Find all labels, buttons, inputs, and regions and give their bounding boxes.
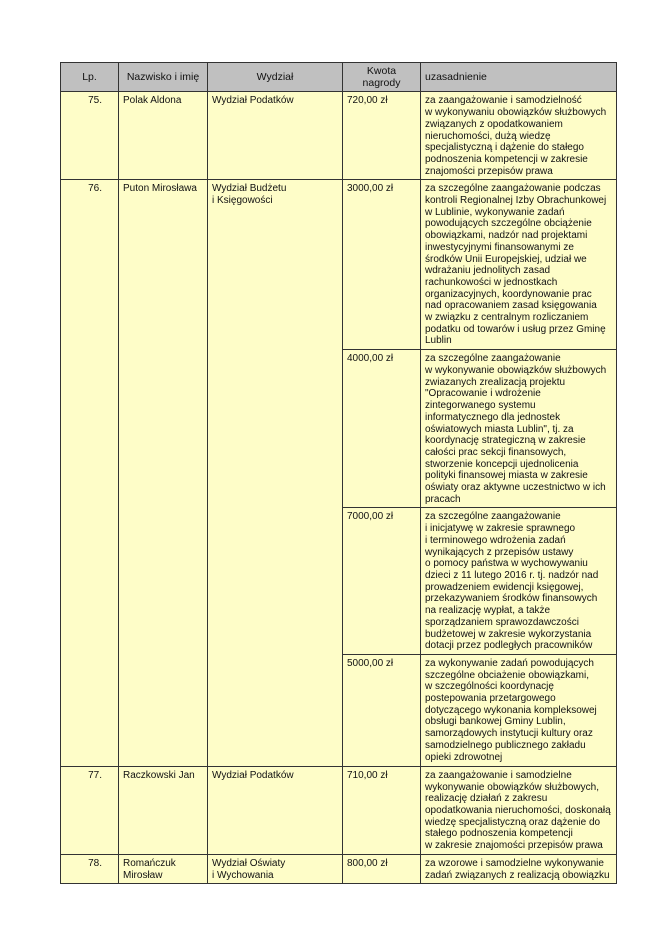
reason-cell: za wykonywanie zadań powodujących szczególne obciażenie obowiązkami, w szczególności koordynację postepowania przetargowego dotyczącego wykonania kompleksowej obsługi bankowej Gminy Lublin, samorządowych instytucji kultury oraz samodzielnego publicznego zakładu opieki zdrowotnej xyxy=(421,654,617,766)
amount-cell: 7000,00 zł xyxy=(343,508,421,654)
name-cell: Puton Mirosława xyxy=(119,180,208,767)
header-reason: uzasadnienie xyxy=(421,63,617,92)
reason-cell: za zaangażowanie i samodzielność w wykonywaniu obowiązków służbowych związanych z opodatkowaniem nieruchomości, dużą wiedzę specjalistyczną i dążenie do stałego podnoszenia kompetencji w zakresie znajomości przepisów prawa xyxy=(421,92,617,180)
table-row xyxy=(61,854,617,883)
amount-cell: 5000,00 zł xyxy=(343,654,421,766)
name-cell: Raczkowski Jan xyxy=(119,766,208,854)
lp-cell: 77. xyxy=(61,766,119,854)
table-row xyxy=(61,766,617,854)
header-dept: Wydział xyxy=(208,63,343,92)
dept-cell: Wydział Podatków xyxy=(208,92,343,180)
reason-cell: za wzorowe i samodzielne wykonywanie zadań związanych z realizacją obowiązku xyxy=(421,854,617,883)
reason-cell: za szczególne zaangażowanie w wykonywanie obowiązków służbowych zwiazanych zrealizacją projektu "Opracowanie i wdrożenie zintegorwanego systemu informatycznego dla jednostek oświatowych miasta Lublin", tj. za koordynację strategiczną w zakresie całości prac sekcji finansowych, stworzenie koncepcji ujednolicenia polityki finansowej miasta w zakresie oświaty oraz aktywne uczestnictwo w ich pracach xyxy=(421,350,617,508)
amount-cell: 710,00 zł xyxy=(343,766,421,854)
table-row xyxy=(61,180,617,350)
awards-table xyxy=(60,62,617,884)
amount-cell: 720,00 zł xyxy=(343,92,421,180)
amount-cell: 3000,00 zł xyxy=(343,180,421,350)
dept-cell: Wydział Oświaty i Wychowania xyxy=(208,854,343,883)
header-row xyxy=(61,63,617,92)
table-row xyxy=(61,92,617,180)
reason-cell: za szczególne zaangażowanie i inicjatywę w zakresie sprawnego i terminowego wdrożenia zadań wynikających z przepisów ustawy o pomocy państwa w wychowywaniu dzieci z 11 lutego 2016 r. tj. nadzór nad prowadzeniem ewidencji księgowej, przekazywaniem środków finansowych na realizację wypłat, a także sporządzaniem sprawozdawczości budżetowej w zakresie wykorzystania dotacji przez podległych pracowników xyxy=(421,508,617,654)
header-name: Nazwisko i imię xyxy=(119,63,208,92)
dept-cell: Wydział Podatków xyxy=(208,766,343,854)
header-amount: Kwota nagrody xyxy=(343,63,421,92)
dept-cell: Wydział Budżetu i Księgowości xyxy=(208,180,343,767)
reason-cell: za zaangażowanie i samodzielne wykonywanie obowiązków służbowych, realizację działań z zakresu opodatkowania nieruchomości, doskonałą wiedzę specjalistyczną oraz dążenie do stałego podnoszenia kompetencji w zakresie znajomości przepisów prawa xyxy=(421,766,617,854)
reason-cell: za szczególne zaangażowanie podczas kontroli Regionalnej Izby Obrachunkowej w Lublinie, wykonywanie zadań powodujących szczególne obciążenie obowiązkami, nadzór nad projektami inwestycyjnymi finansowanymi ze środków Unii Europejskiej, udział we wdrażaniu jednolitych zasad rachunkowości w jednostkach organizacyjnych, koordynowanie prac nad opracowaniem zasad księgowania w związku z centralnym rozliczaniem podatku od towarów i usług przez Gminę Lublin xyxy=(421,180,617,350)
name-cell: Romańczuk Mirosław xyxy=(119,854,208,883)
header-lp: Lp. xyxy=(61,63,119,92)
lp-cell: 75. xyxy=(61,92,119,180)
lp-cell: 76. xyxy=(61,180,119,767)
name-cell: Polak Aldona xyxy=(119,92,208,180)
amount-cell: 4000,00 zł xyxy=(343,350,421,508)
amount-cell: 800,00 zł xyxy=(343,854,421,883)
lp-cell: 78. xyxy=(61,854,119,883)
